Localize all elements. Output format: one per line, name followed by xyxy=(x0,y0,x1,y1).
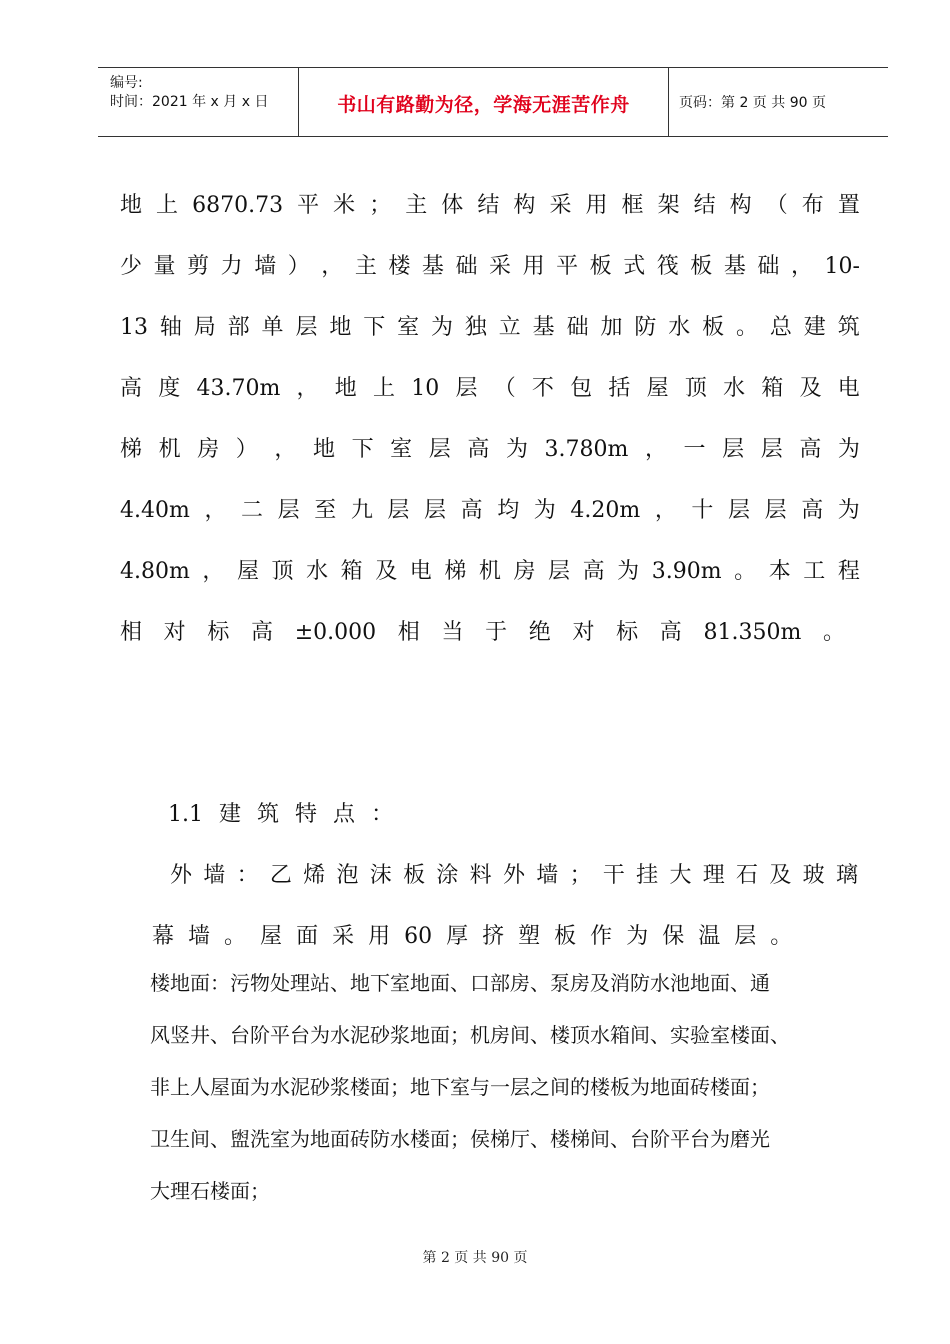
text-token: 一 xyxy=(683,437,706,462)
text-token: 特 xyxy=(295,802,318,827)
text-token: 用 xyxy=(522,254,545,279)
text-token: 量 xyxy=(153,254,176,279)
text-token: 独 xyxy=(464,315,487,340)
text-token: ， xyxy=(296,376,319,401)
text-token: 烯 xyxy=(303,863,326,888)
text-token: 至 xyxy=(314,498,337,523)
text-token: 建 xyxy=(219,802,242,827)
text-token: 础 xyxy=(455,254,478,279)
text-token: 筑 xyxy=(257,802,280,827)
paragraph-line xyxy=(120,554,860,585)
text-token: 水 xyxy=(723,376,746,401)
paragraph-line xyxy=(120,310,860,341)
text-token: 墙 xyxy=(536,863,559,888)
text-token: 高 xyxy=(467,437,490,462)
text-token: 十 xyxy=(691,498,714,523)
text-token: 梯 xyxy=(444,559,467,584)
text-token: 水 xyxy=(668,315,691,340)
text-token: 程 xyxy=(837,559,860,584)
text-token: 防 xyxy=(634,315,657,340)
text-token: ， xyxy=(644,437,667,462)
walls-line xyxy=(170,858,858,889)
text-token: 板 xyxy=(690,254,713,279)
header-page-info: 页码：第 2 页 共 90 页 xyxy=(679,95,826,111)
text-token: 层 xyxy=(734,924,757,949)
text-token: 大 xyxy=(669,863,692,888)
text-token: 绝 xyxy=(528,620,551,645)
text-token: 3.780m xyxy=(544,437,629,462)
text-token: 体 xyxy=(441,193,464,218)
text-token: 机 xyxy=(478,559,501,584)
text-token: 米 xyxy=(333,193,356,218)
text-token: 楼 xyxy=(388,254,411,279)
text-token: 筏 xyxy=(656,254,679,279)
text-token: 不 xyxy=(531,376,554,401)
text-token: 对 xyxy=(163,620,186,645)
text-token: 43.70m xyxy=(196,376,281,401)
text-token: 局 xyxy=(193,315,216,340)
text-token: 幕 xyxy=(152,924,175,949)
text-token: 下 xyxy=(363,315,386,340)
text-token: 地 xyxy=(312,437,335,462)
text-token: 石 xyxy=(736,863,759,888)
text-token: （ xyxy=(493,376,516,401)
page-header xyxy=(98,67,888,137)
text-token: 墙 xyxy=(188,924,211,949)
text-token: 层 xyxy=(760,437,783,462)
text-token: 构 xyxy=(513,193,536,218)
text-token: 工 xyxy=(803,559,826,584)
text-token: 层 xyxy=(295,315,318,340)
text-token: 。 xyxy=(736,315,759,340)
text-token: 3.90m xyxy=(651,559,722,584)
paragraph-line xyxy=(120,493,860,524)
text-token: ； xyxy=(369,193,392,218)
text-token: 架 xyxy=(657,193,680,218)
text-token: 屋 xyxy=(260,924,283,949)
text-token: 电 xyxy=(409,559,432,584)
text-token: 层 xyxy=(387,498,410,523)
text-token: 墙 xyxy=(203,863,226,888)
text-token: 面 xyxy=(296,924,319,949)
walls-line xyxy=(152,919,892,950)
text-token: 标 xyxy=(616,620,639,645)
text-token: 高 xyxy=(460,498,483,523)
floor-line: 非上人屋面为水泥砂浆楼面；地下室与一层之间的楼板为地面砖楼面； xyxy=(150,1075,770,1099)
paragraph-line xyxy=(120,371,860,402)
text-token: 房 xyxy=(513,559,536,584)
text-token: 剪 xyxy=(187,254,210,279)
text-token: 4.40m xyxy=(120,498,190,523)
text-token: 立 xyxy=(498,315,521,340)
text-token: 电 xyxy=(837,376,860,401)
text-token: 采 xyxy=(332,924,355,949)
text-token: 平 xyxy=(556,254,579,279)
text-token: 为 xyxy=(837,437,860,462)
paragraph-line-last xyxy=(120,615,860,646)
text-token: 为 xyxy=(533,498,556,523)
text-token: 高 xyxy=(799,437,822,462)
text-token: 高 xyxy=(659,620,682,645)
text-token: 用 xyxy=(585,193,608,218)
text-token: 于 xyxy=(485,620,508,645)
text-token: 二 xyxy=(241,498,264,523)
text-token: 层 xyxy=(428,437,451,462)
floor-line: 风竖井、台阶平台为水泥砂浆地面；机房间、楼顶水箱间、实验室楼面、 xyxy=(150,1023,790,1047)
text-token: ： xyxy=(371,802,394,827)
text-token: 点 xyxy=(333,802,356,827)
text-token: 高 xyxy=(801,498,824,523)
text-token: 单 xyxy=(261,315,284,340)
text-token: 为 xyxy=(837,498,860,523)
text-token: 基 xyxy=(421,254,444,279)
text-token: ， xyxy=(274,437,297,462)
text-token: 础 xyxy=(757,254,780,279)
text-token: 作 xyxy=(590,924,613,949)
text-token: 梯 xyxy=(120,437,143,462)
text-token: 箱 xyxy=(761,376,784,401)
text-token: 10- xyxy=(824,254,860,279)
text-token: 顶 xyxy=(271,559,294,584)
text-token: 保 xyxy=(662,924,685,949)
text-token: 对 xyxy=(572,620,595,645)
text-token: 建 xyxy=(803,315,826,340)
text-token: 房 xyxy=(197,437,220,462)
text-token: 括 xyxy=(608,376,631,401)
text-token: 乙 xyxy=(269,863,292,888)
text-token: 相 xyxy=(397,620,420,645)
text-token: ， xyxy=(654,498,677,523)
text-token: 九 xyxy=(350,498,373,523)
text-token: 结 xyxy=(693,193,716,218)
text-token: 下 xyxy=(351,437,374,462)
text-token: 置 xyxy=(837,193,860,218)
text-token: 部 xyxy=(227,315,250,340)
text-token: 均 xyxy=(497,498,520,523)
text-token: 沫 xyxy=(369,863,392,888)
floor-line: 卫生间、盥洗室为地面砖防水楼面；侯梯厅、楼梯间、台阶平台为磨光 xyxy=(150,1127,770,1151)
text-token: 挤 xyxy=(482,924,505,949)
header-middle-cell xyxy=(299,68,669,136)
text-token: 基 xyxy=(532,315,555,340)
text-token: 外 xyxy=(170,863,193,888)
text-token: 10 xyxy=(411,376,440,401)
text-token: 层 xyxy=(548,559,571,584)
text-token: 主 xyxy=(405,193,428,218)
text-token: ， xyxy=(202,559,225,584)
text-token: 采 xyxy=(549,193,572,218)
text-token: 平 xyxy=(297,193,320,218)
text-token: 层 xyxy=(722,437,745,462)
doc-number-label: 编号: xyxy=(110,75,143,91)
text-token: 温 xyxy=(698,924,721,949)
text-token: 层 xyxy=(764,498,787,523)
text-token: 相 xyxy=(120,620,143,645)
text-token: ±0.000 xyxy=(294,620,377,645)
text-token: 为 xyxy=(617,559,640,584)
text-token: 为 xyxy=(626,924,649,949)
text-token: 构 xyxy=(729,193,752,218)
text-token: 当 xyxy=(441,620,464,645)
text-token: 4.80m xyxy=(120,559,190,584)
text-token: ； xyxy=(569,863,592,888)
text-token: 包 xyxy=(570,376,593,401)
text-token: 少 xyxy=(120,254,143,279)
text-token: 轴 xyxy=(159,315,182,340)
text-token: 理 xyxy=(702,863,725,888)
text-token: 层 xyxy=(728,498,751,523)
text-token: 地 xyxy=(334,376,357,401)
text-token: 总 xyxy=(769,315,792,340)
time-label: 时间：2021 年 x 月 x 日 xyxy=(110,94,269,110)
text-token: 室 xyxy=(390,437,413,462)
text-token: 高 xyxy=(120,376,143,401)
text-token: 框 xyxy=(621,193,644,218)
text-token: 板 xyxy=(702,315,725,340)
text-token: ， xyxy=(790,254,813,279)
text-token: 用 xyxy=(368,924,391,949)
text-token: 度 xyxy=(158,376,181,401)
text-token: 外 xyxy=(502,863,525,888)
text-token: 机 xyxy=(158,437,181,462)
text-token: ， xyxy=(204,498,227,523)
text-token: 上 xyxy=(373,376,396,401)
text-token: 板 xyxy=(589,254,612,279)
text-token: 6870.73 xyxy=(192,193,284,218)
header-motto: 书山有路勤为径，学海无涯苦作舟 xyxy=(337,94,630,116)
floor-line: 楼地面：污物处理站、地下室地面、口部房、泵房及消防水池地面、通 xyxy=(150,971,770,995)
text-token: 高 xyxy=(251,620,274,645)
text-token: 层 xyxy=(424,498,447,523)
text-token: 顶 xyxy=(684,376,707,401)
text-token: 高 xyxy=(582,559,605,584)
text-token: 室 xyxy=(397,315,420,340)
page-footer: 第 2 页 共 90 页 xyxy=(422,1250,528,1266)
paragraph-line xyxy=(120,188,860,219)
text-token: 地 xyxy=(329,315,352,340)
floor-line: 大理石楼面； xyxy=(150,1179,270,1203)
text-token: 为 xyxy=(431,315,454,340)
text-token: 4.20m xyxy=(570,498,641,523)
text-token: 层 xyxy=(455,376,478,401)
section-heading xyxy=(168,797,908,828)
text-token: 地 xyxy=(120,193,143,218)
text-token: 及 xyxy=(375,559,398,584)
paragraph-line xyxy=(120,432,860,463)
text-token: 13 xyxy=(120,315,148,340)
text-token: ： xyxy=(236,863,259,888)
text-token: 布 xyxy=(801,193,824,218)
text-token: 层 xyxy=(277,498,300,523)
text-token: 基 xyxy=(723,254,746,279)
text-token: ） xyxy=(235,437,258,462)
text-token: 屋 xyxy=(236,559,259,584)
text-token: 屋 xyxy=(646,376,669,401)
text-token: 涂 xyxy=(436,863,459,888)
text-token: 。 xyxy=(822,620,845,645)
text-token: 料 xyxy=(469,863,492,888)
text-token: 及 xyxy=(799,376,822,401)
text-token: 础 xyxy=(566,315,589,340)
text-token: 塑 xyxy=(518,924,541,949)
text-token: 泡 xyxy=(336,863,359,888)
text-token: 标 xyxy=(207,620,230,645)
text-token: 箱 xyxy=(340,559,363,584)
text-token: 。 xyxy=(734,559,757,584)
text-token: ） xyxy=(287,254,310,279)
text-token: 60 xyxy=(404,924,433,949)
text-token: 本 xyxy=(768,559,791,584)
text-token: 结 xyxy=(477,193,500,218)
text-token: 挂 xyxy=(636,863,659,888)
text-token: 主 xyxy=(354,254,377,279)
text-token: 力 xyxy=(220,254,243,279)
text-token: 水 xyxy=(306,559,329,584)
text-token: 加 xyxy=(600,315,623,340)
text-token: 1.1 xyxy=(168,802,203,827)
text-token: 厚 xyxy=(446,924,469,949)
text-token: 。 xyxy=(224,924,247,949)
text-token: （ xyxy=(765,193,788,218)
text-token: 板 xyxy=(403,863,426,888)
text-token: 采 xyxy=(489,254,512,279)
text-token: 式 xyxy=(623,254,646,279)
text-token: 及 xyxy=(769,863,792,888)
text-token: 。 xyxy=(770,924,793,949)
text-token: 81.350m xyxy=(703,620,802,645)
paragraph-line xyxy=(120,249,860,280)
text-token: 玻 xyxy=(802,863,825,888)
text-token: 板 xyxy=(554,924,577,949)
header-left-cell xyxy=(98,68,299,136)
text-token: ， xyxy=(321,254,344,279)
text-token: 墙 xyxy=(254,254,277,279)
text-token: 为 xyxy=(505,437,528,462)
text-token: 筑 xyxy=(837,315,860,340)
header-right-cell xyxy=(669,68,888,136)
text-token: 璃 xyxy=(835,863,858,888)
text-token: 上 xyxy=(156,193,179,218)
text-token: 干 xyxy=(602,863,625,888)
